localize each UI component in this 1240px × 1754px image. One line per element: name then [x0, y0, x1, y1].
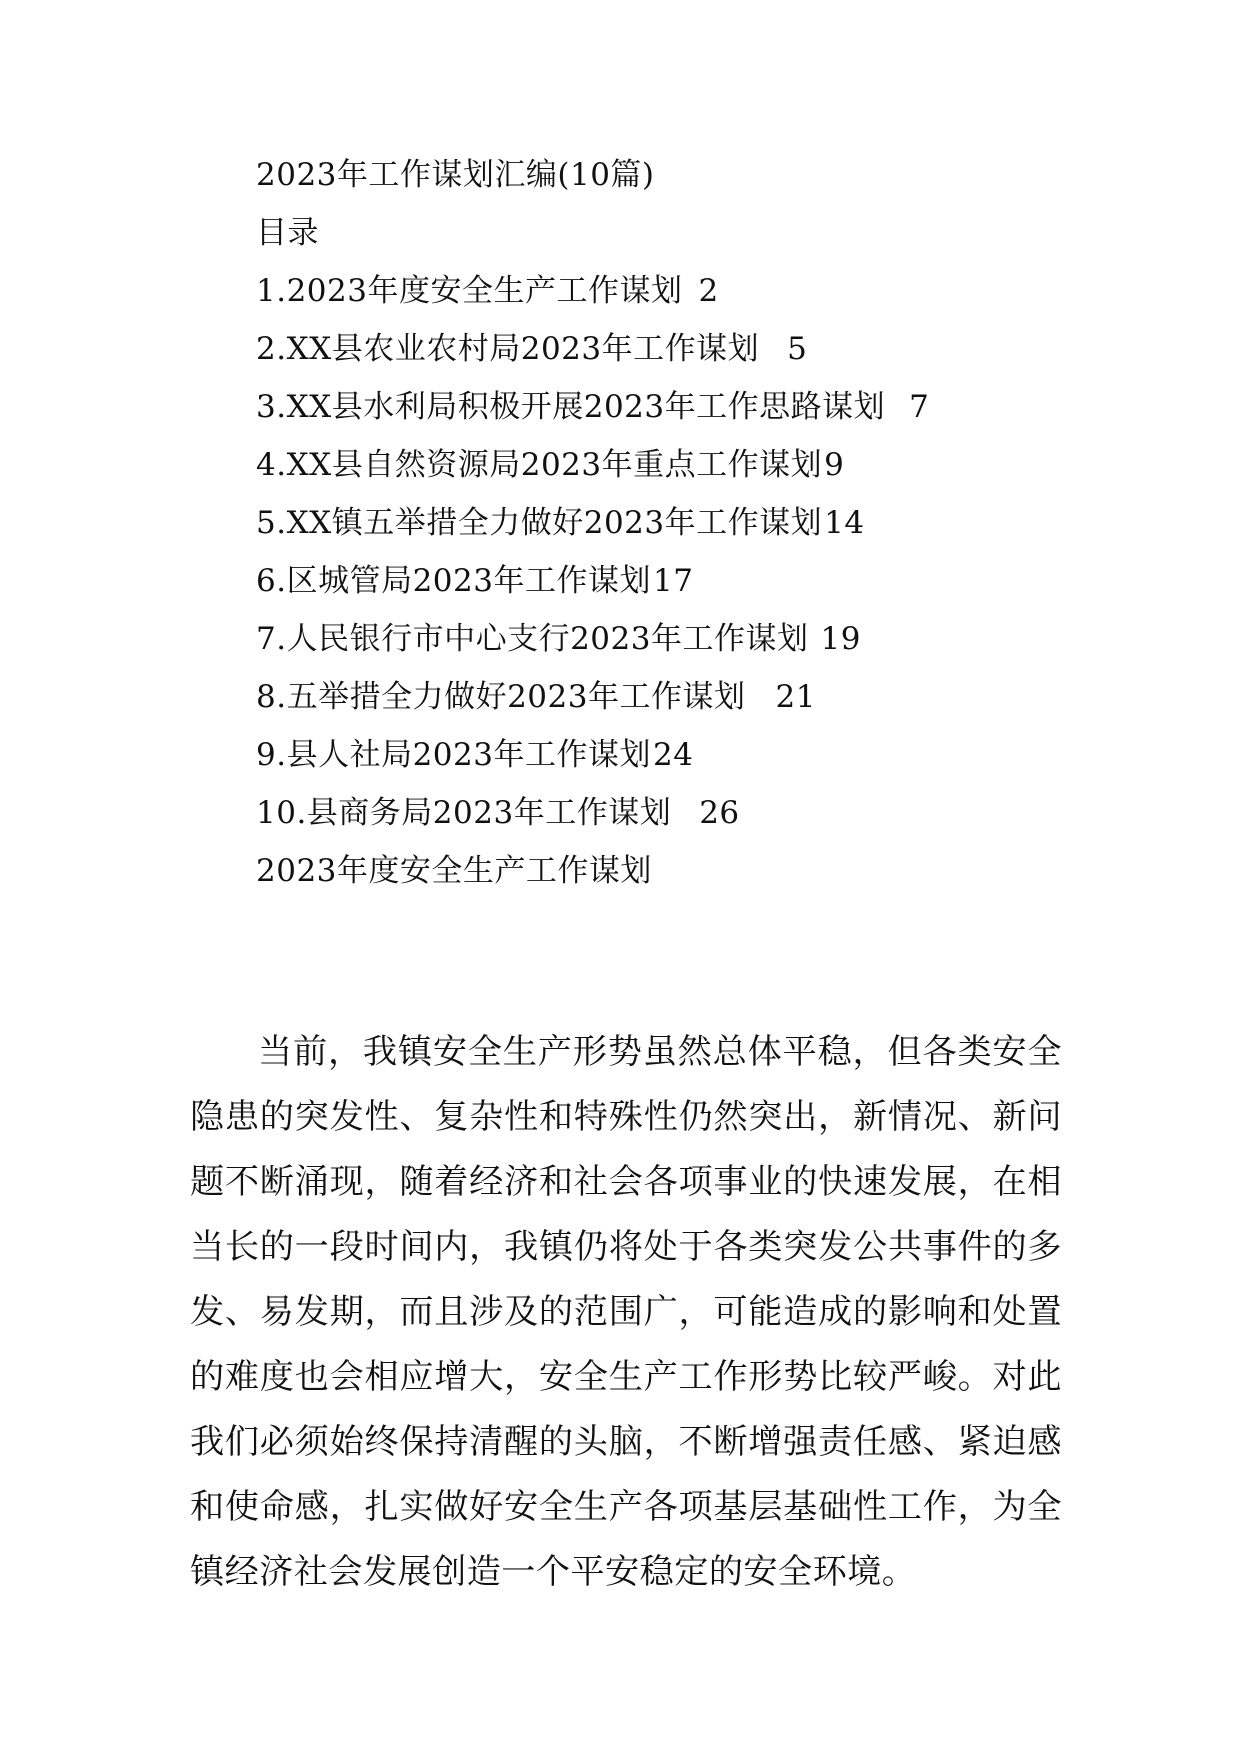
toc-item-page: 9: [824, 447, 845, 483]
toc-item: [256, 677, 816, 717]
body-paragraph: 当前，我镇安全生产形势虽然总体平稳，但各类安全隐患的突发性、复杂性和特殊性仍然突出，新情况、新问题不断涌现，随着经济和社会各项事业的快速发展，在相当长的一段时间内，我镇仍将处于各类突发公共事件的多发、易发期，而且涉及的范围广，可能造成的影响和处置的难度也会相应增大，安全生产工作形势比较严峻。对此我们必须始终保持清醒的头脑，不断增强责任感、紧迫感和使命感，扎实做好安全生产各项基层基础性工作，为全镇经济社会发展创造一个平安稳定的安全环境。: [190, 1032, 1062, 1592]
toc-item-page: 2: [698, 273, 719, 309]
toc-item-label: 2.XX县农业农村局2023年工作谋划: [256, 331, 760, 367]
toc-item-page: 17: [652, 563, 694, 599]
toc-item-label: 9.县人社局2023年工作谋划: [256, 737, 651, 773]
toc-item: [256, 271, 719, 311]
toc-item-label: 6.区城管局2023年工作谋划: [256, 563, 651, 599]
toc-item-label: 5.XX镇五举措全力做好2023年工作谋划: [256, 505, 823, 541]
toc-item-page: 19: [820, 621, 861, 657]
toc-item: [256, 735, 693, 775]
toc-item-label: 1.2023年度安全生产工作谋划: [256, 273, 683, 309]
toc-item-page: 21: [775, 679, 816, 715]
toc-item-page: 24: [652, 737, 694, 773]
toc-item: [256, 387, 929, 427]
toc-item: [256, 445, 844, 485]
toc-item-page: 14: [824, 505, 865, 541]
section-title: 2023年度安全生产工作谋划: [256, 853, 652, 889]
toc-item-page: 26: [699, 795, 740, 831]
toc-item-label: 8.五举措全力做好2023年工作谋划: [256, 679, 746, 715]
toc-item-page: 7: [909, 389, 930, 425]
toc-item-label: 4.XX县自然资源局2023年重点工作谋划: [256, 447, 823, 483]
toc-heading: 目录: [256, 215, 319, 251]
toc-item-label: 3.XX县水利局积极开展2023年工作思路谋划: [256, 389, 886, 425]
toc-item: [256, 329, 807, 369]
toc-item: [256, 561, 693, 601]
toc-item: [256, 503, 865, 543]
toc-item-label: 7.人民银行市中心支行2023年工作谋划: [256, 621, 809, 657]
toc-item: [256, 619, 861, 659]
document-title: 2023年工作谋划汇编(10篇): [256, 157, 655, 193]
toc-item: [256, 793, 740, 833]
toc-item-label: 10.县商务局2023年工作谋划: [256, 795, 672, 831]
toc-item-page: 5: [787, 331, 808, 367]
